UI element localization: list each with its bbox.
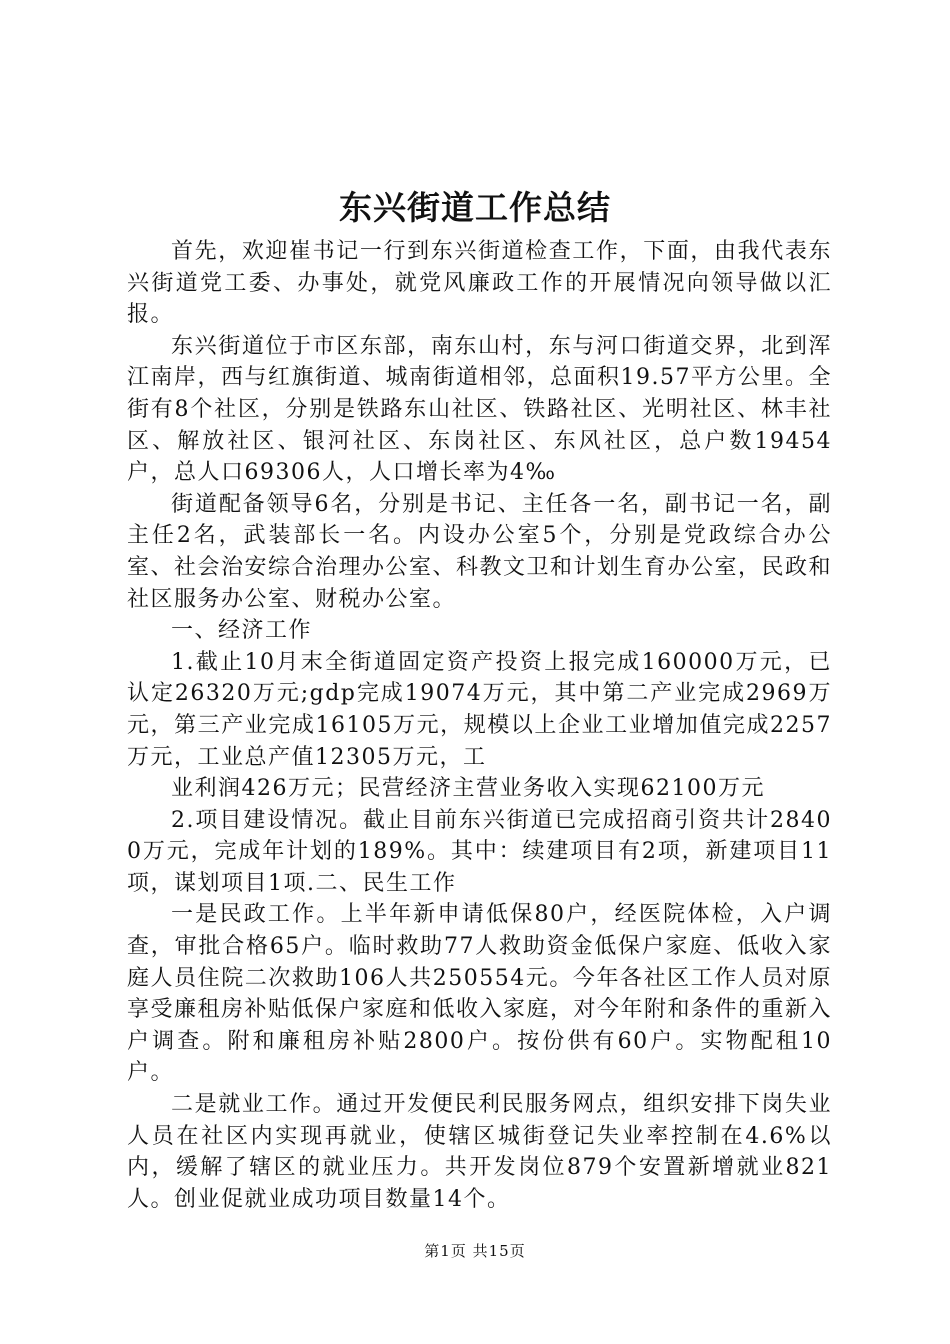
document-body — [127, 236, 832, 1215]
employment-paragraph: 二是就业工作。通过开发便民利民服务网点，组织安排下岗失业人员在社区内实现再就业，使辖区城街登记失业率控制在4.6%以内，缓解了辖区的就业压力。共开发岗位879个安置新增就业821人。创业促就业成功项目数量14个。 — [127, 1092, 832, 1212]
page-title: 东兴街道工作总结 — [339, 188, 611, 227]
economy-item-1: 1.截止10月末全街道固定资产投资上报完成160000万元，已认定26320万元;gdp完成19074万元，其中第二产业完成2969万元，第三产业完成16105万元，规模以上企业工业增加值完成2257万元，工业总产值12305万元，工 — [127, 649, 832, 770]
economy-item-2: 2.项目建设情况。截止目前东兴街道已完成招商引资共计28400万元，完成年计划的189%。其中：续建项目有2项，新建项目11项，谋划项目1项.二、民生工作 — [127, 807, 832, 896]
overview-paragraph: 东兴街道位于市区东部，南东山村，东与河口街道交界，北到浑江南岸，西与红旗街道、城南街道相邻，总面积19.57平方公里。全街有8个社区，分别是铁路东山社区、铁路社区、光明社区、林丰社区、解放社区、银河社区、东岗社区、东风社区，总户数19454户，总人口69306人，人口增长率为4‰ — [127, 333, 832, 486]
intro-paragraph: 首先，欢迎崔书记一行到东兴街道检查工作，下面，由我代表东兴街道党工委、办事处，就党风廉政工作的开展情况向领导做以汇报。 — [127, 239, 832, 328]
economy-item-1-continued: 业利润426万元；民营经济主营业务收入实现62100万元 — [171, 776, 765, 802]
page-number: 第1页 共15页 — [424, 1242, 526, 1260]
section-heading-economy: 一、经济工作 — [171, 618, 313, 644]
civil-affairs-paragraph: 一是民政工作。上半年新申请低保80户，经医院体检，入户调查，审批合格65户。临时救助77人救助资金低保户家庭、低收入家庭人员住院二次救助106人共250554元。今年各社区工作人员对原享受廉租房补贴低保户家庭和低收入家庭，对今年附和条件的重新入户调查。附和廉租房补贴2800户。按份供有60户。实物配租10户。 — [127, 902, 833, 1086]
staffing-paragraph: 街道配备领导6名，分别是书记、主任各一名，副书记一名，副主任2名，武装部长一名。内设办公室5个，分别是党政综合办公室、社会治安综合治理办公室、科教文卫和计划生育办公室，民政和社区服务办公室、财税办公室。 — [127, 491, 833, 612]
